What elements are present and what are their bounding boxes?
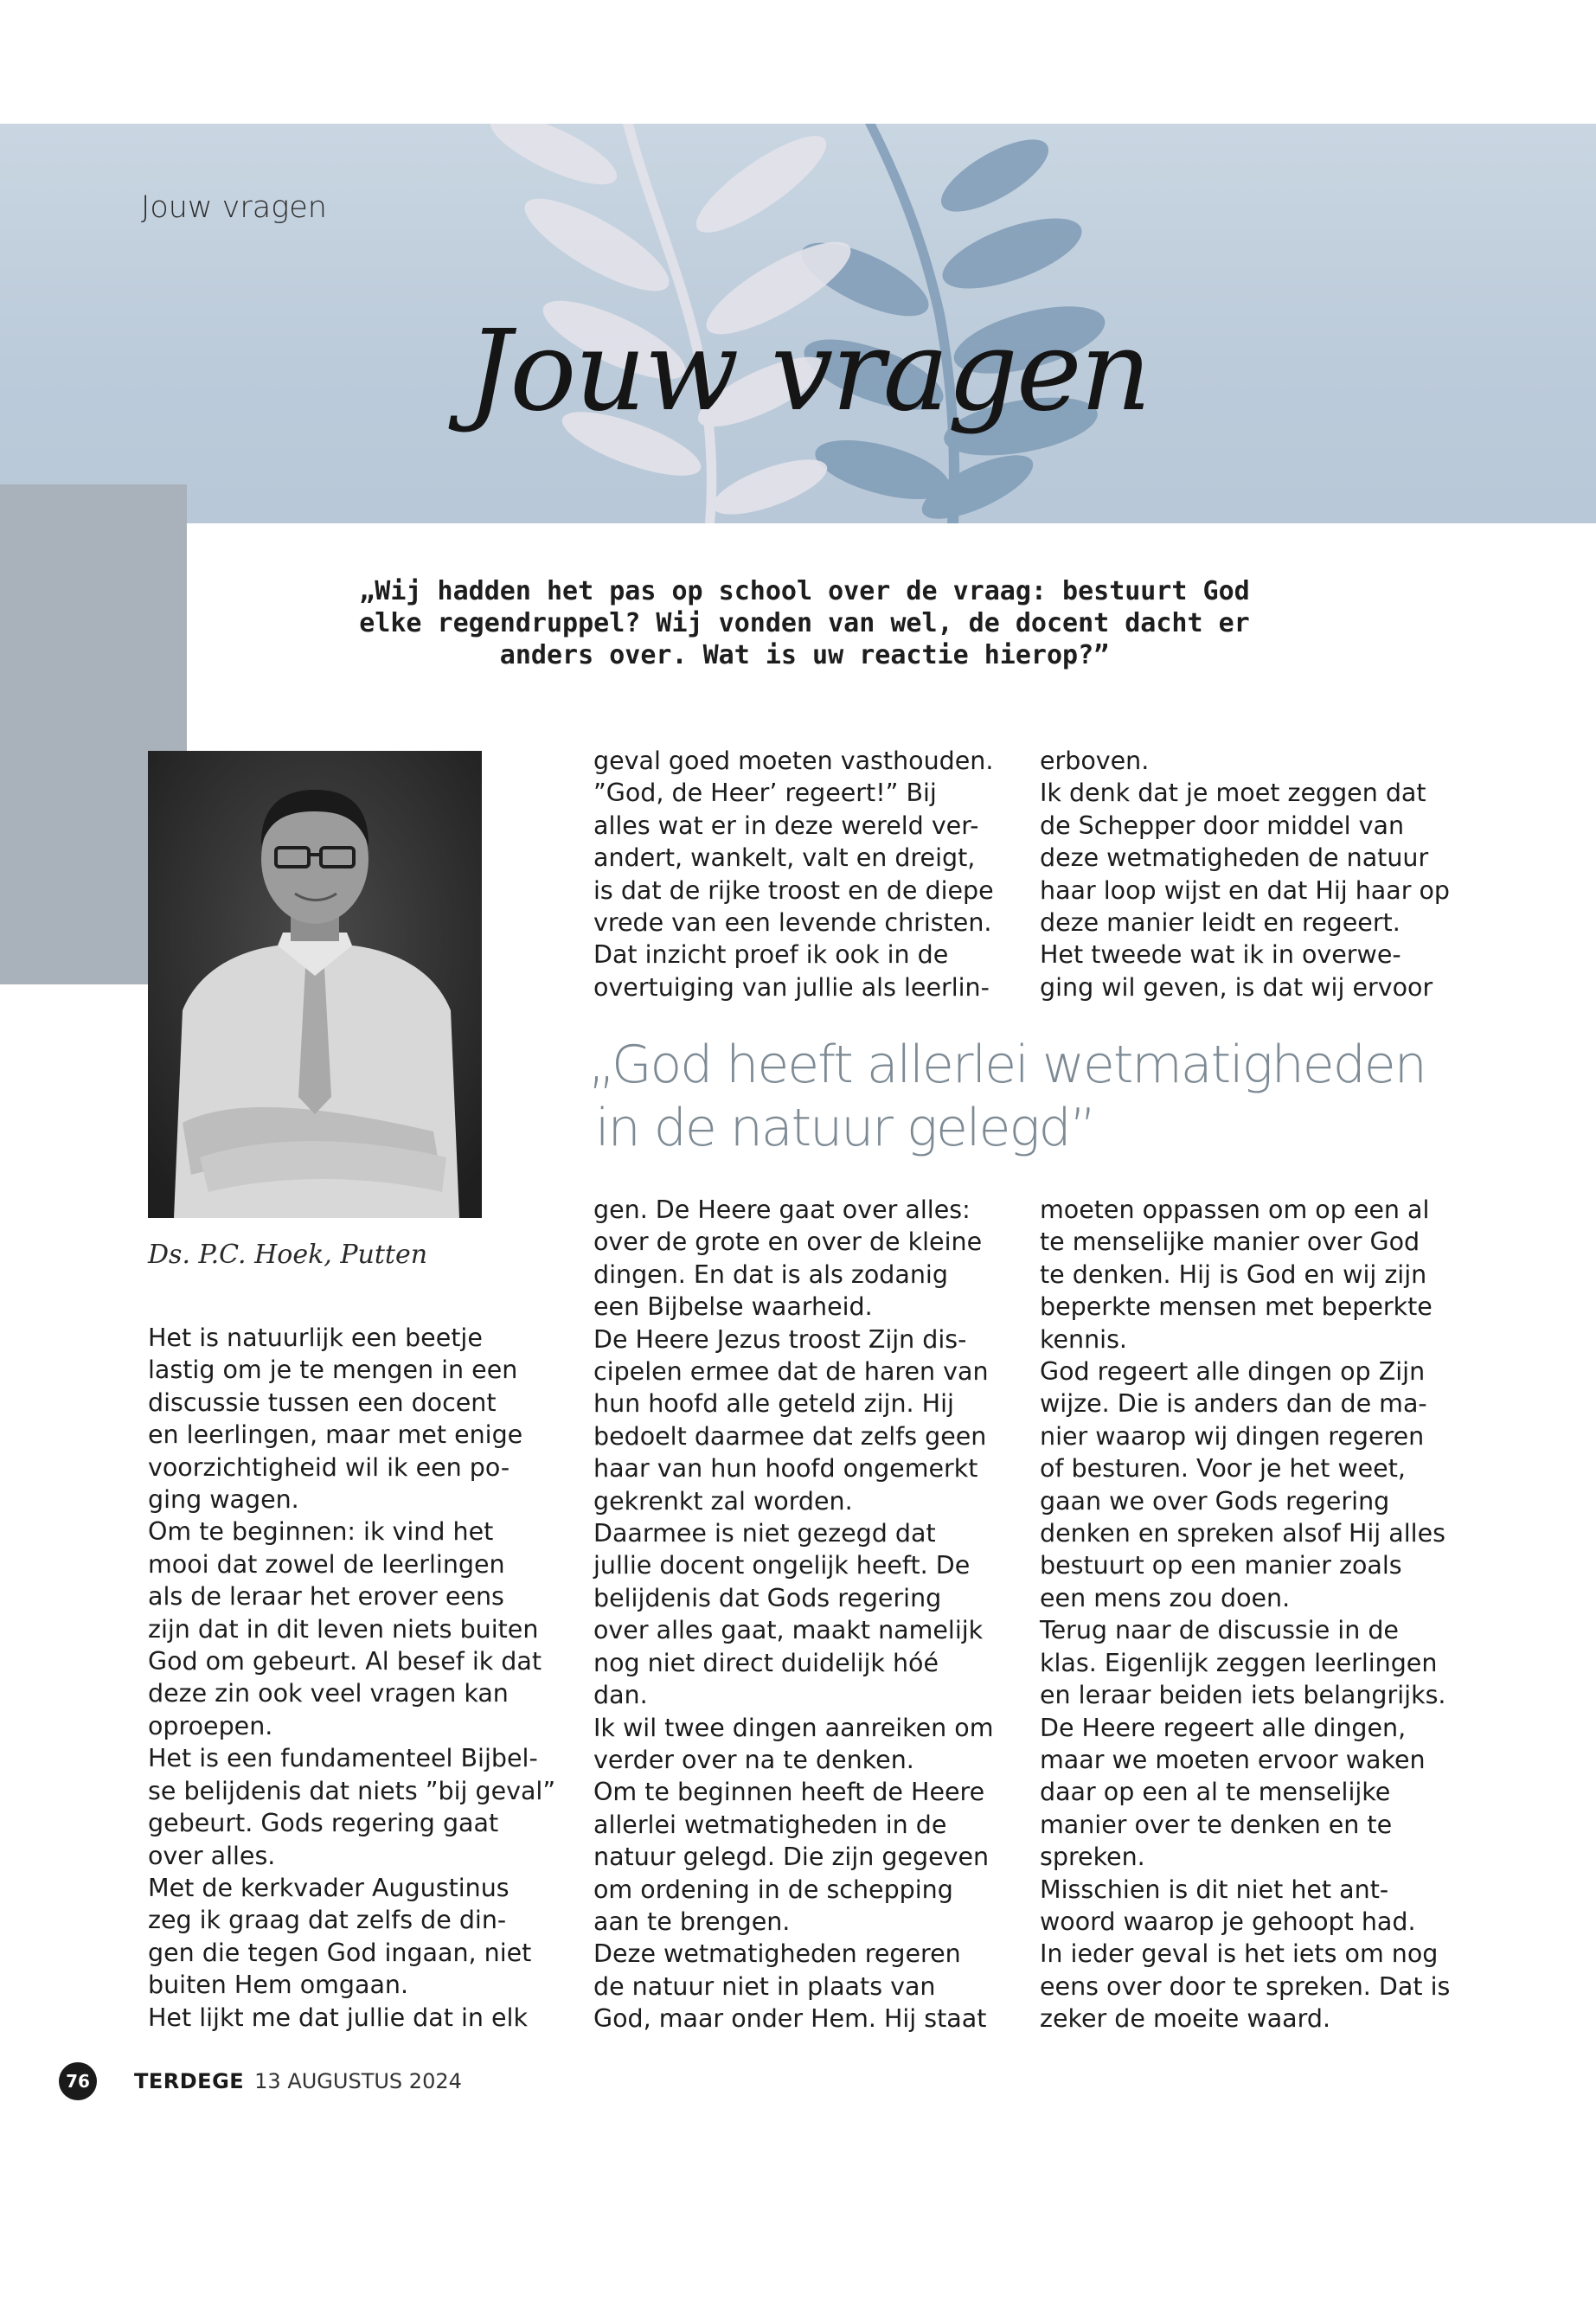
question-line: „Wij hadden het pas op school over de vraag: bestuurt God xyxy=(359,576,1250,606)
text-line: haar loop wijst en dat Hij haar op xyxy=(1040,875,1451,905)
text-line: Deze wetmatigheden regeren xyxy=(593,1939,961,1969)
text-line: Dat inzicht proef ik ook in de xyxy=(593,940,949,970)
text-line: Ik wil twee dingen aanreiken om xyxy=(593,1713,994,1742)
text-line: aan te brengen. xyxy=(593,1907,791,1936)
text-line: is dat de rijke troost en de diepe xyxy=(593,875,994,905)
text-line: Het is natuurlijk een beetje xyxy=(148,1324,483,1352)
text-line: De Heere Jezus troost Zijn dis- xyxy=(593,1324,967,1354)
text-line: cipelen ermee dat de haren van xyxy=(593,1357,989,1387)
text-line: oproepen. xyxy=(148,1711,273,1740)
text-line: maar we moeten ervoor waken xyxy=(1040,1745,1426,1774)
author-caption: Ds. P.C. Hoek, Putten xyxy=(148,1240,428,1270)
page-number: 76 xyxy=(59,2062,97,2100)
text-line: lastig om je te mengen in een xyxy=(148,1356,518,1385)
text-line: of besturen. Voor je het weet, xyxy=(1040,1454,1406,1484)
text-line: Daarmee is niet gezegd dat xyxy=(593,1519,936,1548)
text-line: belijdenis dat Gods regering xyxy=(593,1583,942,1612)
text-line: een mens zou doen. xyxy=(1040,1583,1291,1612)
text-line: geval goed moeten vasthouden. xyxy=(593,747,994,775)
text-line: gekrenkt zal worden. xyxy=(593,1486,853,1516)
text-line: over de grote en over de kleine xyxy=(593,1227,983,1257)
text-line: gebeurt. Gods regering gaat xyxy=(148,1809,499,1838)
text-line: hun hoofd alle geteld zijn. Hij xyxy=(593,1389,954,1419)
text-line: klas. Eigenlijk zeggen leerlingen xyxy=(1040,1648,1438,1677)
text-line: moeten oppassen om op een al xyxy=(1040,1195,1430,1224)
text-line: ging wagen. xyxy=(148,1485,299,1515)
text-line: se belijdenis dat niets ”bij geval” xyxy=(148,1776,556,1805)
text-line: voorzichtigheid wil ik een po- xyxy=(148,1452,510,1482)
text-line: God om gebeurt. Al besef ik dat xyxy=(148,1647,542,1676)
text-line: Het tweede wat ik in overwe- xyxy=(1040,940,1401,970)
text-line: Terug naar de discussie in de xyxy=(1040,1616,1399,1645)
text-line: dan. xyxy=(593,1681,648,1710)
text-line: nog niet direct duidelijk hóé xyxy=(593,1648,939,1677)
article-column-3-bottom xyxy=(1040,1194,1450,2035)
text-line: overtuiging van jullie als leerlin- xyxy=(593,972,990,1002)
question-line: anders over. Wat is uw reactie hierop?” xyxy=(499,640,1110,670)
text-line: jullie docent ongelijk heeft. De xyxy=(593,1551,971,1580)
text-line: daar op een al te menselijke xyxy=(1040,1778,1391,1807)
text-line: ”God, de Heer’ regeert!” Bij xyxy=(593,779,937,808)
text-line: ging wil geven, is dat wij ervoor xyxy=(1040,972,1433,1002)
text-line: dingen. En dat is als zodanig xyxy=(593,1259,948,1289)
text-line: De Heere regeert alle dingen, xyxy=(1040,1713,1407,1742)
text-line: een Bijbelse waarheid. xyxy=(593,1292,873,1322)
text-line: buiten Hem omgaan. xyxy=(148,1971,409,2000)
text-line: om ordening in de schepping xyxy=(593,1875,953,1904)
text-line: mooi dat zowel de leerlingen xyxy=(148,1549,505,1579)
text-line: andert, wankelt, valt en dreigt, xyxy=(593,843,976,873)
text-line: In ieder geval is het iets om nog xyxy=(1040,1939,1439,1969)
pull-quote-line: „God heeft allerlei wetmatigheden xyxy=(588,1035,1426,1095)
text-line: deze zin ook veel vragen kan xyxy=(148,1679,509,1708)
text-line: zijn dat in dit leven niets buiten xyxy=(148,1614,539,1644)
text-line: als de leraar het erover eens xyxy=(148,1582,504,1612)
text-line: haar van hun hoofd ongemerkt xyxy=(593,1454,978,1484)
article-column-3-top xyxy=(1040,745,1450,1003)
text-line: Ik denk dat je moet zeggen dat xyxy=(1040,779,1426,808)
page-title: Jouw vragen xyxy=(467,307,1150,436)
text-line: deze manier leidt en regeert. xyxy=(1040,908,1401,938)
text-line: kennis. xyxy=(1040,1324,1127,1354)
text-line: Om te beginnen heeft de Heere xyxy=(593,1778,985,1807)
text-line: natuur gelegd. Die zijn gegeven xyxy=(593,1843,990,1872)
text-line: te denken. Hij is God en wij zijn xyxy=(1040,1259,1427,1289)
text-line: de Schepper door middel van xyxy=(1040,811,1405,840)
text-line: Het is een fundamenteel Bijbel- xyxy=(148,1744,538,1773)
question-line: elke regendruppel? Wij vonden van wel, de docent dacht er xyxy=(359,608,1250,638)
text-line: te menselijke manier over God xyxy=(1040,1227,1420,1257)
text-line: en leerlingen, maar met enige xyxy=(148,1420,523,1450)
text-line: bedoelt daarmee dat zelfs geen xyxy=(593,1421,987,1451)
article-column-2-bottom xyxy=(593,1194,994,2035)
text-line: wijze. Die is anders dan de ma- xyxy=(1040,1389,1427,1419)
text-line: beperkte mensen met beperkte xyxy=(1040,1292,1433,1322)
text-line: erboven. xyxy=(1040,747,1150,775)
text-line: Om te beginnen: ik vind het xyxy=(148,1517,494,1547)
text-line: allerlei wetmatigheden in de xyxy=(593,1810,947,1839)
text-line: zeker de moeite waard. xyxy=(1040,2004,1331,2034)
text-line: en leraar beiden iets belangrijks. xyxy=(1040,1681,1446,1710)
text-line: vrede van een levende christen. xyxy=(593,908,992,938)
pull-quote xyxy=(588,1034,1426,1160)
text-line: gaan we over Gods regering xyxy=(1040,1486,1390,1516)
text-line: discussie tussen een docent xyxy=(148,1388,497,1417)
text-line: spreken. xyxy=(1040,1843,1145,1872)
author-photo xyxy=(148,751,482,1218)
issue-date: 13 AUGUSTUS 2024 xyxy=(254,2069,462,2093)
text-line: God regeert alle dingen op Zijn xyxy=(1040,1357,1426,1387)
text-line: denken en spreken alsof Hij alles xyxy=(1040,1519,1445,1548)
text-line: Misschien is dit niet het ant- xyxy=(1040,1875,1389,1904)
portrait-illustration xyxy=(148,751,482,1218)
text-line: deze wetmatigheden de natuur xyxy=(1040,843,1429,873)
text-line: nier waarop wij dingen regeren xyxy=(1040,1421,1425,1451)
magazine-name: TERDEGE xyxy=(134,2069,245,2093)
text-line: zeg ik graag dat zelfs de din- xyxy=(148,1906,507,1935)
text-line: Het lijkt me dat jullie dat in elk xyxy=(148,2003,528,2032)
text-line: Met de kerkvader Augustinus xyxy=(148,1873,510,1902)
text-line: manier over te denken en te xyxy=(1040,1810,1393,1839)
text-line: bestuurt op een manier zoals xyxy=(1040,1551,1402,1580)
text-line: over alles gaat, maakt namelijk xyxy=(593,1616,984,1645)
article-column-1 xyxy=(148,1322,555,2034)
page-footer xyxy=(59,2061,462,2101)
text-line: woord waarop je gehoopt had. xyxy=(1040,1907,1416,1936)
text-line: eens over door te spreken. Dat is xyxy=(1040,1971,1451,2001)
text-line: gen. De Heere gaat over alles: xyxy=(593,1195,971,1224)
article-column-2-top xyxy=(593,745,994,1003)
reader-question xyxy=(285,575,1324,671)
pull-quote-line: in de natuur gelegd” xyxy=(595,1098,1095,1158)
section-label: Jouw vragen xyxy=(141,190,327,225)
text-line: over alles. xyxy=(148,1841,276,1870)
text-line: God, maar onder Hem. Hij staat xyxy=(593,2004,987,2034)
text-line: gen die tegen God ingaan, niet xyxy=(148,1938,532,1967)
text-line: alles wat er in deze wereld ver- xyxy=(593,811,979,840)
text-line: de natuur niet in plaats van xyxy=(593,1971,936,2001)
text-line: verder over na te denken. xyxy=(593,1745,914,1774)
